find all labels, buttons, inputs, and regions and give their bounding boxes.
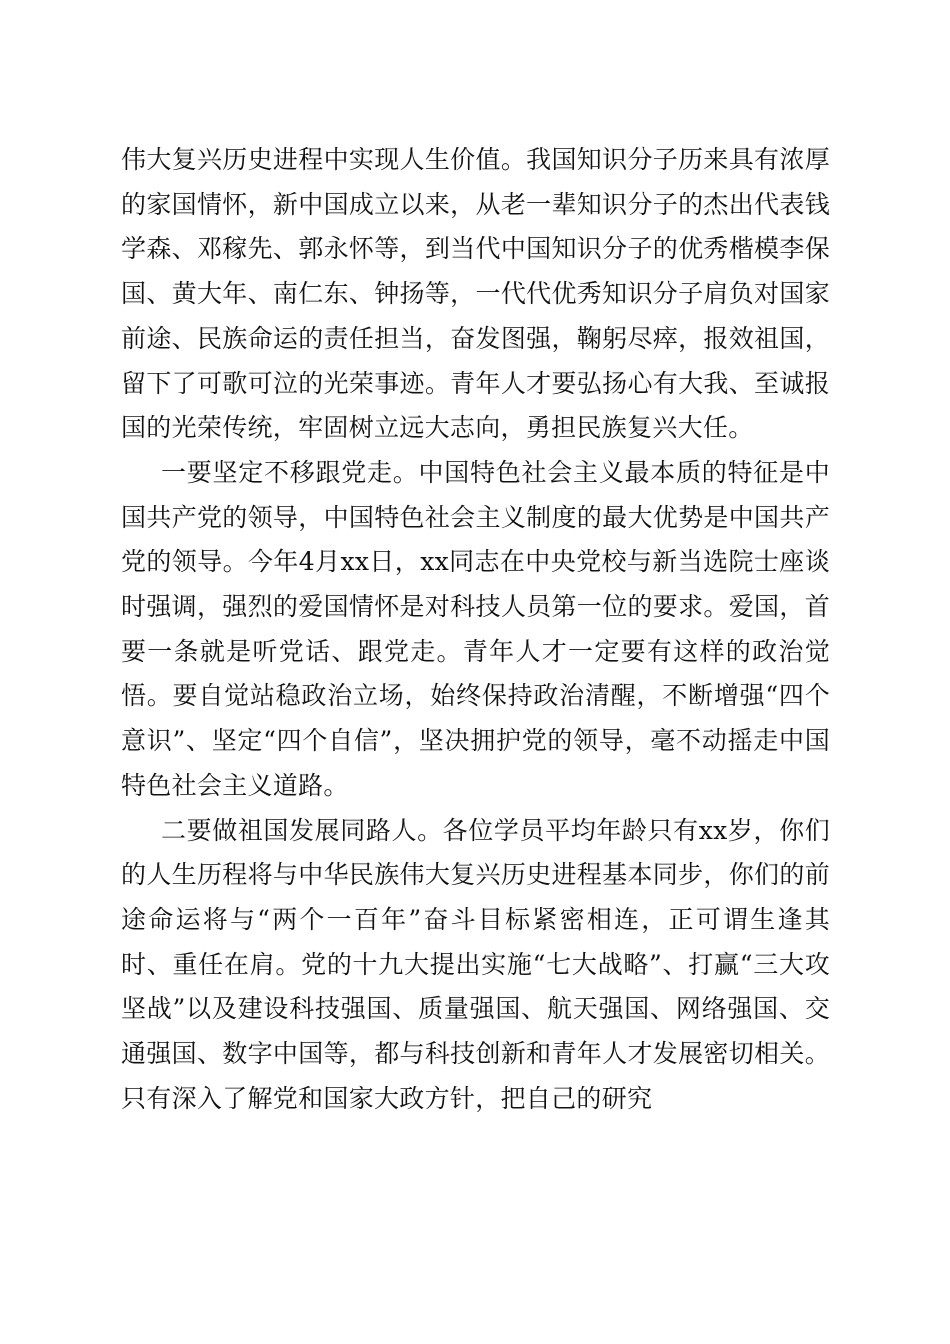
paragraph-continuation: 伟大复兴历史进程中实现人生价值。我国知识分子历来具有浓厚的家国情怀，新中国成立以来，从老一辈知识分子的杰出代表钱学森、邓稼先、郭永怀等，到当代中国知识分子的优秀楷模李保国、黄大年、南仁东、钟扬等，一代代优秀知识分子肩负对国家前途、民族命运的责任担当，奋发图强，鞠躬尽瘁，报效祖国，留下了可歌可泣的光荣事迹。青年人才要弘扬心有大我、至诚报国的光荣传统，牢固树立远大志向，勇担民族复兴大任。	[121, 145, 830, 443]
paragraph-fellow-traveler: 二要做祖国发展同路人。各位学员平均年龄只有xx岁，你们的人生历程将与中华民族伟大复兴历史进程基本同步，你们的前途命运将与“两个一百年”奋斗目标紧密相连，正可谓生逢其时、重任在肩。党的十九大提出实施“七大战略”、打赢“三大攻坚战”以及建设科技强国、质量强国、航天强国、网络强国、交通强国、数字中国等，都与科技创新和青年人才发展密切相关。只有深入了解党和国家大政方针，把自己的研究	[121, 815, 830, 1113]
paragraph-follow-party: 一要坚定不移跟党走。中国特色社会主义最本质的特征是中国共产党的领导，中国特色社会主义制度的最大优势是中国共产党的领导。今年4月xx日，xx同志在中央党校与新当选院士座谈时强调，强烈的爱国情怀是对科技人员第一位的要求。爱国，首要一条就是听党话、跟党走。青年人才一定要有这样的政治觉悟。要自觉站稳政治立场，始终保持政治清醒，不断增强“四个意识”、坚定“四个自信”，坚决拥护党的领导，毫不动摇走中国特色社会主义道路。	[121, 457, 830, 800]
body-text	[121, 138, 830, 1121]
